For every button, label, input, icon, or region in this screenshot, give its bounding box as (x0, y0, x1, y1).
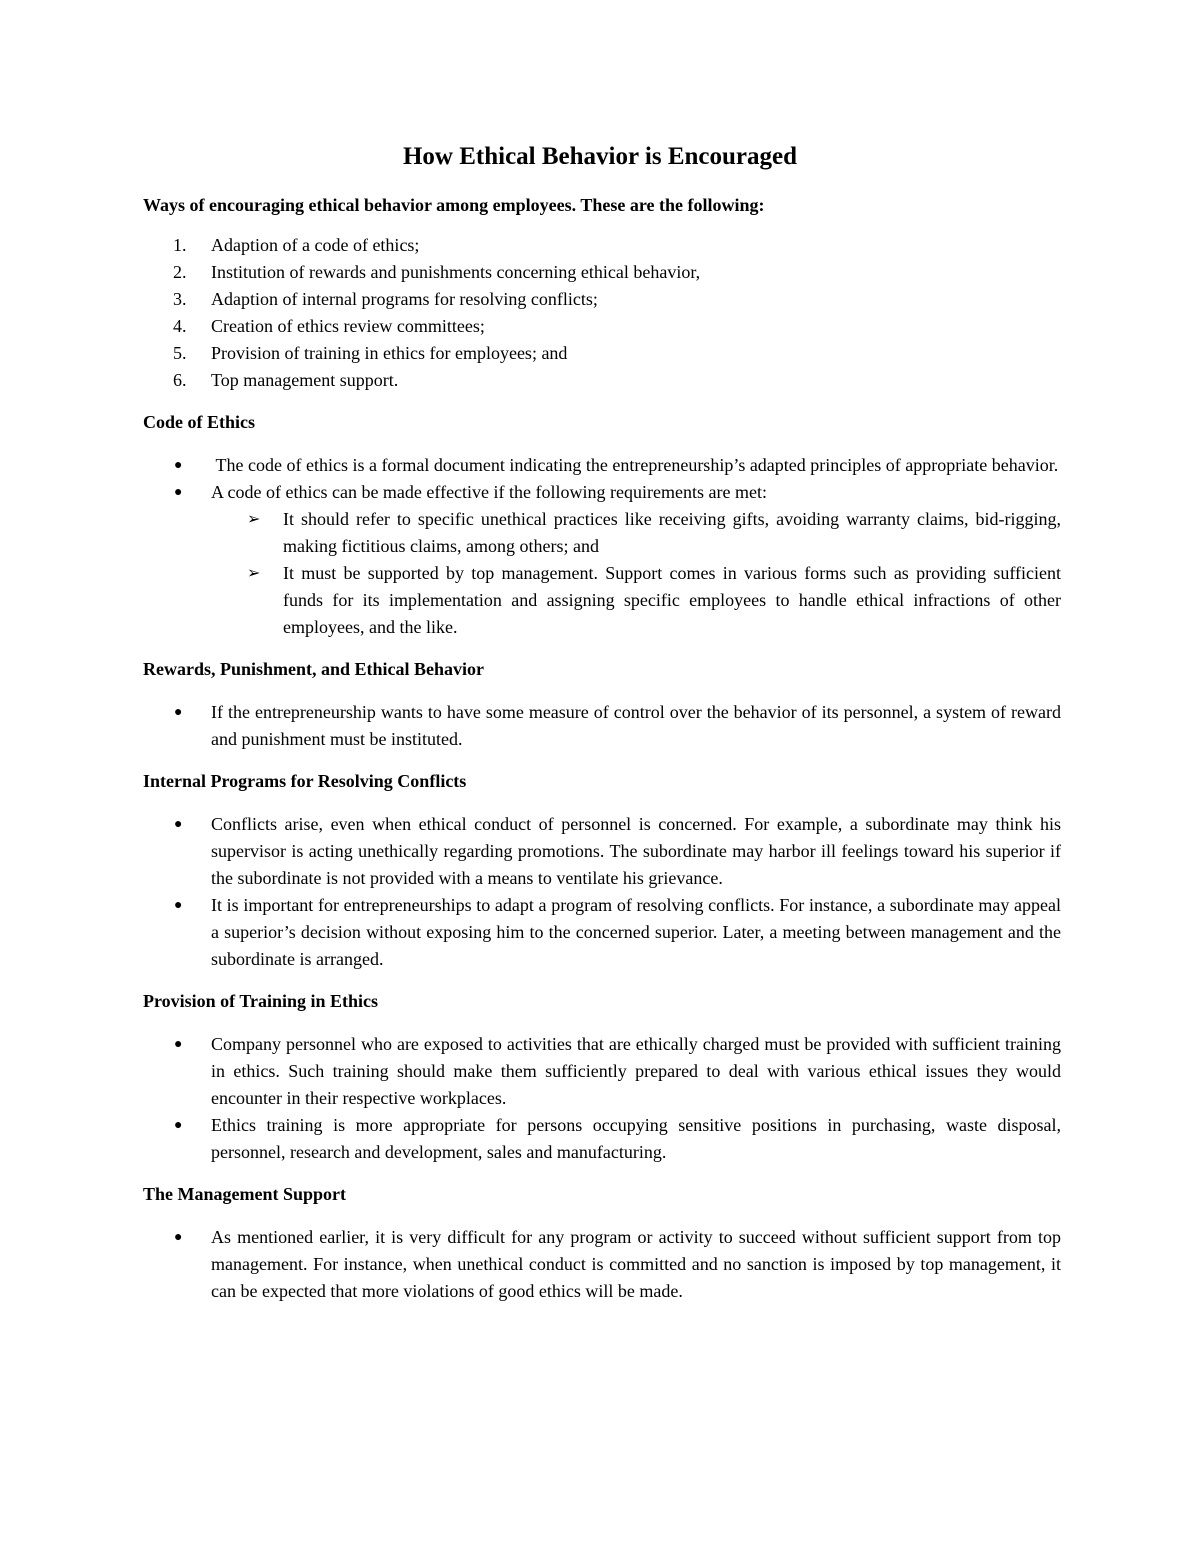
bullet-text: Ethics training is more appropriate for persons occupying sensitive positions in purchasing, waste disposal, personnel, research and development, sales and manufacturing. (211, 1115, 1061, 1162)
bullet-item (143, 811, 1061, 892)
sub-bullet-item (211, 560, 1061, 641)
list-item (143, 313, 1061, 340)
bullet-icon: ● (174, 458, 183, 473)
bullet-icon: ● (174, 1118, 183, 1133)
page-title: How Ethical Behavior is Encouraged (402, 143, 797, 170)
bullet-item (143, 1112, 1061, 1166)
arrow-bullet-icon: ➢ (247, 511, 261, 528)
list-item-text: Provision of training in ethics for employees; and (211, 343, 568, 363)
intro-heading: Ways of encouraging ethical behavior among employees. These are the following: (143, 195, 765, 215)
list-item (143, 259, 1061, 286)
ways-list (143, 232, 1061, 394)
list-item-text: Institution of rewards and punishments concerning ethical behavior, (211, 262, 701, 282)
bullet-text: The code of ethics is a formal document indicating the entrepreneurship’s adapted principles of appropriate behavior. (211, 455, 1059, 475)
section-heading-management-support: The Management Support (143, 1184, 347, 1204)
list-item (143, 367, 1061, 394)
bullet-item (143, 892, 1061, 973)
bullet-icon: ● (174, 898, 183, 913)
list-number: 4. (173, 316, 187, 336)
bullet-icon: ● (174, 1230, 183, 1245)
list-item (143, 286, 1061, 313)
list-number: 5. (173, 343, 187, 363)
list-item (143, 340, 1061, 367)
bullet-item (143, 699, 1061, 753)
bullet-text: It is important for entrepreneurships to adapt a program of resolving conflicts. For instance, a subordinate may appeal a superior’s decision without exposing him to the concerned superior. Later, a meeting between management and the subordinate is arranged. (211, 895, 1061, 969)
bullet-text: Company personnel who are exposed to activities that are ethically charged must be provided with sufficient training in ethics. Such training should make them sufficiently prepared to deal with various ethical issues they would encounter in their respective workplaces. (211, 1034, 1061, 1108)
bullet-item (143, 1031, 1061, 1112)
bullet-item (143, 1224, 1061, 1305)
list-number: 3. (173, 289, 187, 309)
internal-programs-bullets (143, 811, 1061, 973)
list-number: 2. (173, 262, 187, 282)
sub-bullet-text: It should refer to specific unethical practices like receiving gifts, avoiding warranty claims, bid-rigging, making fictitious claims, among others; and (283, 509, 1061, 556)
bullet-text: Conflicts arise, even when ethical conduct of personnel is concerned. For example, a subordinate may think his supervisor is acting unethically regarding promotions. The subordinate may harbor ill feelings toward his superior if the subordinate is not provided with a means to ventilate his grievance. (211, 814, 1061, 888)
management-support-bullets (143, 1224, 1061, 1305)
section-heading-code-of-ethics: Code of Ethics (143, 412, 255, 432)
code-of-ethics-bullets (143, 452, 1061, 641)
bullet-icon: ● (174, 705, 183, 720)
bullet-item (143, 452, 1061, 479)
list-number: 1. (173, 235, 187, 255)
list-number: 6. (173, 370, 187, 390)
list-item-text: Adaption of internal programs for resolving conflicts; (211, 289, 598, 309)
bullet-text: A code of ethics can be made effective if the following requirements are met: (211, 482, 767, 502)
section-heading-internal-programs: Internal Programs for Resolving Conflicts (143, 771, 467, 791)
list-item-text: Creation of ethics review committees; (211, 316, 485, 336)
bullet-icon: ● (174, 485, 183, 500)
bullet-icon: ● (174, 817, 183, 832)
list-item-text: Adaption of a code of ethics; (211, 235, 420, 255)
section-heading-training: Provision of Training in Ethics (143, 991, 379, 1011)
sub-bullet-item (211, 506, 1061, 560)
section-heading-rewards: Rewards, Punishment, and Ethical Behavior (143, 659, 485, 679)
sub-bullet-text: It must be supported by top management. Support comes in various forms such as providing sufficient funds for its implementation and assigning specific employees to handle ethical infractions of other employees, and the like. (283, 563, 1061, 637)
list-item-text: Top management support. (211, 370, 399, 390)
list-item (143, 232, 1061, 259)
bullet-item (143, 479, 1061, 641)
rewards-bullets (143, 699, 1061, 753)
requirements-list (211, 506, 1061, 641)
training-bullets (143, 1031, 1061, 1166)
bullet-icon: ● (174, 1037, 183, 1052)
bullet-text: If the entrepreneurship wants to have some measure of control over the behavior of its personnel, a system of reward and punishment must be instituted. (211, 702, 1061, 749)
bullet-text: As mentioned earlier, it is very difficult for any program or activity to succeed without sufficient support from top management. For instance, when unethical conduct is committed and no sanction is imposed by top management, it can be expected that more violations of good ethics will be made. (211, 1227, 1061, 1301)
document-body (143, 192, 1061, 1305)
arrow-bullet-icon: ➢ (247, 565, 261, 582)
